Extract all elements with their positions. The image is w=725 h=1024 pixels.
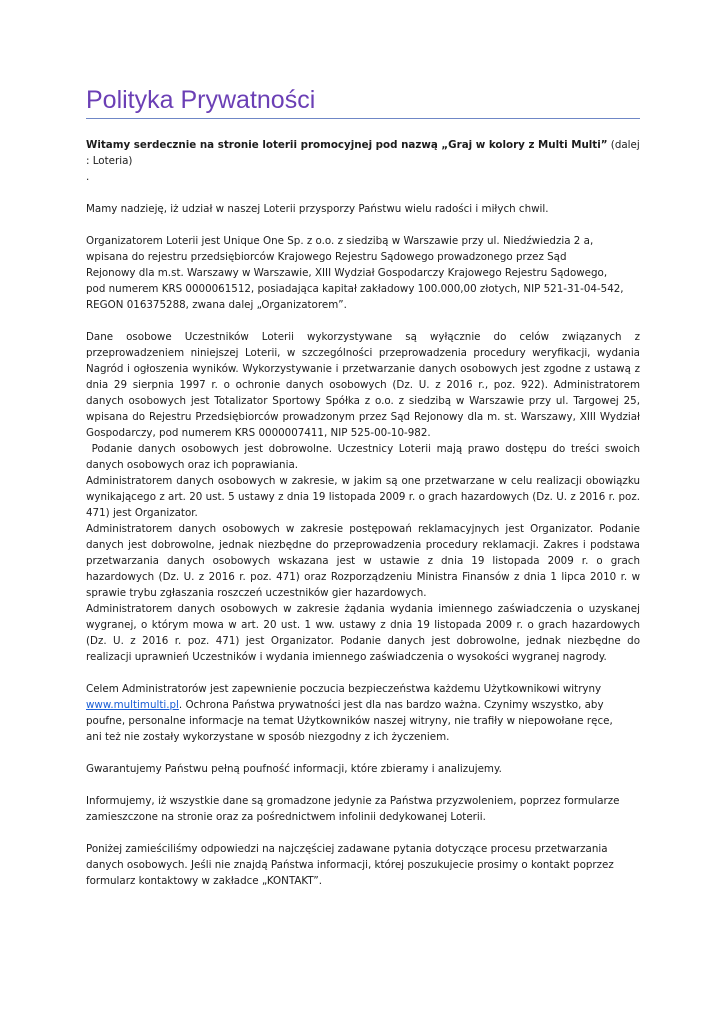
intro-rest-text: (dalej : Loteria) xyxy=(86,139,640,167)
faq-line: Poniżej zamieściliśmy odpowiedzi na najczęściej zadawane pytania dotyczące procesu przetwarzania xyxy=(86,843,608,855)
inform-line: zamieszczone na stronie oraz za pośrednictwem infolinii dedykowanej Loterii. xyxy=(86,811,486,823)
security-line: poufne, personalne informacje na temat Użytkowników naszej witryny, nie trafiły w niepowołane ręce, xyxy=(86,715,613,727)
intro-bold-text: Witamy serdecznie na stronie loterii promocyjnej pod nazwą „Graj w kolory z Multi Multi” xyxy=(86,139,608,151)
data-processing-paragraph: Dane osobowe Uczestników Loterii wykorzystywane są wyłącznie do celów związanych z przeprowadzeniem niniejszej Loterii, w szczególności przeprowadzenia procedury weryfikacji, wydania Nagród i ogłoszenia wyników. Wykorzystywanie i przetwarzanie danych osobowych jest zgodne z ustawą z dnia 29 sierpnia 1997 r. o ochronie danych osobowych (Dz. U. z 2016 r., poz. 922). Administratorem danych osobowych jest Totalizator Sportowy Spółka z o.o. z siedzibą w Warszawie przy ul. Targowej 25, wpisana do Rejestru Przedsiębiorców prowadzonym przez Sąd Rejonowy dla m. st. Warszawy, XIII Wydział Gospodarczy, pod numerem KRS 0000007411, NIP 525-00-10-982. xyxy=(86,331,640,439)
hope-paragraph: Mamy nadzieję, iż udział w naszej Loterii przysporzy Państwu wielu radości i miłych chwil. xyxy=(86,203,549,215)
security-line-rest: . Ochrona Państwa prywatności jest dla nas bardzo ważna. Czynimy wszystko, aby xyxy=(178,699,604,711)
security-line: Celem Administratorów jest zapewnienie poczucia bezpieczeństwa każdemu Użytkownikowi witryny xyxy=(86,683,602,695)
security-line: ani też nie zostały wykorzystane w sposób niezgodny z ich życzeniem. xyxy=(86,731,450,743)
organizer-paragraph xyxy=(86,233,640,313)
faq-line: formularz kontaktowy w zakładce „KONTAKT”. xyxy=(86,875,323,887)
data-processing-section xyxy=(86,329,644,665)
inform-line: Informujemy, iż wszystkie dane są gromadzone jedynie za Państwa przyzwoleniem, poprzez formularze xyxy=(86,795,620,807)
organizer-line: pod numerem KRS 0000061512, posiadająca kapitał zakładowy 100.000,00 złotych, NIP 521-31-04-542, xyxy=(86,283,624,295)
data-consent-paragraph: Podanie danych osobowych jest dobrowolne. Uczestnicy Loterii mają prawo dostępu do treści swoich danych osobowych oraz ich poprawiania. xyxy=(86,443,644,471)
faq-paragraph xyxy=(86,841,640,889)
intro-dot: . xyxy=(86,171,90,183)
data-complaints-paragraph: Administratorem danych osobowych w zakresie postępowań reklamacyjnych jest Organizator. Podanie danych jest dobrowolne, jednak niezbędne do przeprowadzenia procedury reklamacji. Zakres i podstawa przetwarzania danych osobowych wskazana jest w ustawie z dnia 19 listopada 2009 r. o grach hazardowych (Dz. U. z 2016 r. poz. 471) oraz Rozporządzeniu Ministra Finansów z dnia 1 lipca 2010 r. w sprawie trybu zgłaszania roszczeń uczestników gier hazardowych. xyxy=(86,523,640,599)
faq-line: danych osobowych. Jeśli nie znajdą Państwa informacji, której poszukujecie prosimy o kontakt poprzez xyxy=(86,859,614,871)
intro-paragraph xyxy=(86,137,640,169)
security-line xyxy=(86,697,640,713)
data-admin-paragraph: Administratorem danych osobowych w zakresie, w jakim są one przetwarzane w celu realizacji obowiązku wynikającego z art. 20 ust. 5 ustawy z dnia 19 listopada 2009 r. o grach hazardowych (Dz. U. z 2016 r. poz. 471) jest Organizator. xyxy=(86,475,640,519)
data-certificate-paragraph: Administratorem danych osobowych w zakresie żądania wydania imiennego zaświadczenia o uzyskanej wygranej, o którym mowa w art. 20 ust. 1 ww. ustawy z dnia 19 listopada 2009 r. o grach hazardowych (Dz. U. z 2016 r. poz. 471) jest Organizator. Podanie danych jest dobrowolne, jednak niezbędne do realizacji uprawnień Uczestników i wydania imiennego zaświadczenia o wysokości wygranej nagrody. xyxy=(86,603,640,663)
title-divider xyxy=(86,118,640,119)
organizer-line: Rejonowy dla m.st. Warszawy w Warszawie, XIII Wydział Gospodarczy Krajowego Rejestru Sądowego, xyxy=(86,267,608,279)
document-body xyxy=(86,137,644,889)
security-paragraph xyxy=(86,681,640,745)
multimulti-link[interactable]: www.multimulti.pl xyxy=(86,699,179,711)
organizer-line: REGON 016375288, zwana dalej „Organizatorem”. xyxy=(86,299,347,311)
organizer-line: Organizatorem Loterii jest Unique One Sp. z o.o. z siedzibą w Warszawie przy ul. Niedźwiedzia 2 a, xyxy=(86,235,594,247)
organizer-line: wpisana do rejestru przedsiębiorców Krajowego Rejestru Sądowego prowadzonego przez Sąd xyxy=(86,251,567,263)
inform-paragraph xyxy=(86,793,640,825)
guarantee-paragraph: Gwarantujemy Państwu pełną poufność informacji, które zbieramy i analizujemy. xyxy=(86,763,502,775)
page-title: Polityka Prywatności xyxy=(86,86,316,114)
